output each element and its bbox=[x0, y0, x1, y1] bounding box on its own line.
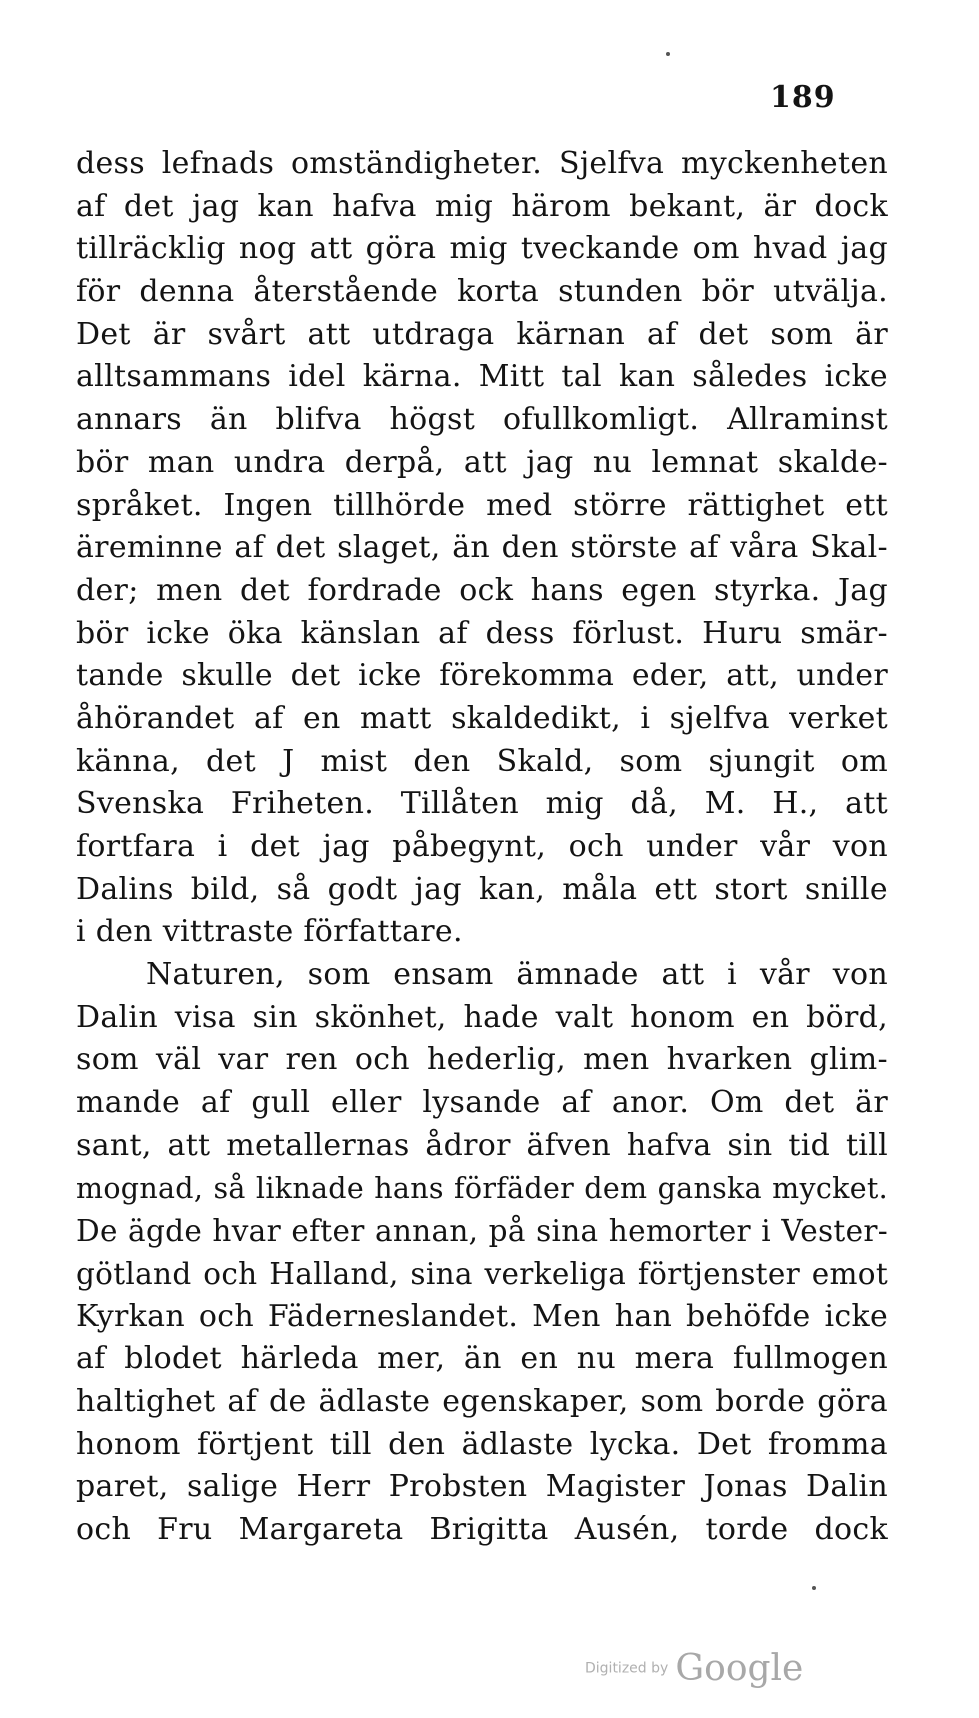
text-line: annars än blifva högst ofullkomligt. Allraminst bbox=[76, 402, 888, 438]
digitized-by-watermark bbox=[585, 1648, 803, 1689]
text-line: Det är svårt att utdraga kärnan af det som är bbox=[76, 316, 888, 352]
text-line: haltighet af de ädlaste egenskaper, som borde göra bbox=[76, 1383, 888, 1419]
text-line: sant, att metallernas ådror äfven hafva sin tid till bbox=[76, 1127, 888, 1163]
text-line: äreminne af det slaget, än den störste af våra Skal- bbox=[76, 530, 888, 566]
scan-speck bbox=[812, 1586, 816, 1590]
text-line: Dalin visa sin skönhet, hade valt honom en börd, bbox=[76, 999, 888, 1035]
google-logo-text: Google bbox=[675, 1648, 804, 1689]
text-line: mande af gull eller lysande af anor. Om det är bbox=[76, 1085, 888, 1121]
text-line: alltsammans idel kärna. Mitt tal kan således icke bbox=[76, 359, 888, 395]
text-line: känna, det J mist den Skald, som sjungit om bbox=[76, 743, 888, 779]
text-line: Svenska Friheten. Tillåten mig då, M. H., att bbox=[76, 786, 888, 822]
text-line: honom förtjent till den ädlaste lycka. Det fromma bbox=[76, 1426, 888, 1462]
text-line: af blodet härleda mer, än en nu mera fullmogen bbox=[76, 1341, 888, 1377]
text-line: tillräcklig nog att göra mig tveckande om hvad jag bbox=[76, 231, 888, 267]
text-line: i den vittraste författare. bbox=[76, 914, 463, 950]
text-line: der; men det fordrade ock hans egen styrka. Jag bbox=[76, 572, 888, 608]
text-line: mognad, så liknade hans förfäder dem ganska mycket. bbox=[76, 1171, 888, 1205]
text-line: och Fru Margareta Brigitta Ausén, torde dock bbox=[76, 1512, 888, 1547]
text-line: De ägde hvar efter annan, på sina hemorter i Vester- bbox=[76, 1214, 888, 1249]
page-number: 189 bbox=[770, 80, 836, 115]
text-line: Kyrkan och Fäderneslandet. Men han behöfde icke bbox=[76, 1298, 888, 1334]
text-line: för denna återstående korta stunden bör utvälja. bbox=[76, 274, 888, 310]
text-line: fortfara i det jag påbegynt, och under vår von bbox=[76, 829, 888, 864]
paragraph-start-line: Naturen, som ensam ämnade att i vår von bbox=[146, 957, 888, 993]
text-line: paret, salige Herr Probsten Magister Jonas Dalin bbox=[76, 1469, 888, 1505]
text-line: Dalins bild, så godt jag kan, måla ett stort snille bbox=[76, 871, 888, 907]
text-line: språket. Ingen tillhörde med större rättighet ett bbox=[76, 487, 888, 523]
text-line: tande skulle det icke förekomma eder, att, under bbox=[76, 658, 888, 694]
text-line: af det jag kan hafva mig härom bekant, är dock bbox=[76, 188, 888, 224]
body-text bbox=[76, 143, 888, 1552]
text-line: åhörandet af en matt skaldedikt, i sjelfva verket bbox=[76, 700, 888, 736]
scan-speck bbox=[666, 52, 670, 56]
text-line: bör man undra derpå, att jag nu lemnat skalde- bbox=[76, 444, 888, 480]
text-line: dess lefnads omständigheter. Sjelfva myckenheten bbox=[76, 146, 888, 181]
text-line: götland och Halland, sina verkeliga förtjenster emot bbox=[76, 1256, 888, 1291]
text-line: bör icke öka känslan af dess förlust. Huru smär- bbox=[76, 615, 888, 651]
text-line: som väl var ren och hederlig, men hvarken glim- bbox=[76, 1042, 888, 1078]
digitized-by-label: Digitized by bbox=[585, 1660, 669, 1677]
